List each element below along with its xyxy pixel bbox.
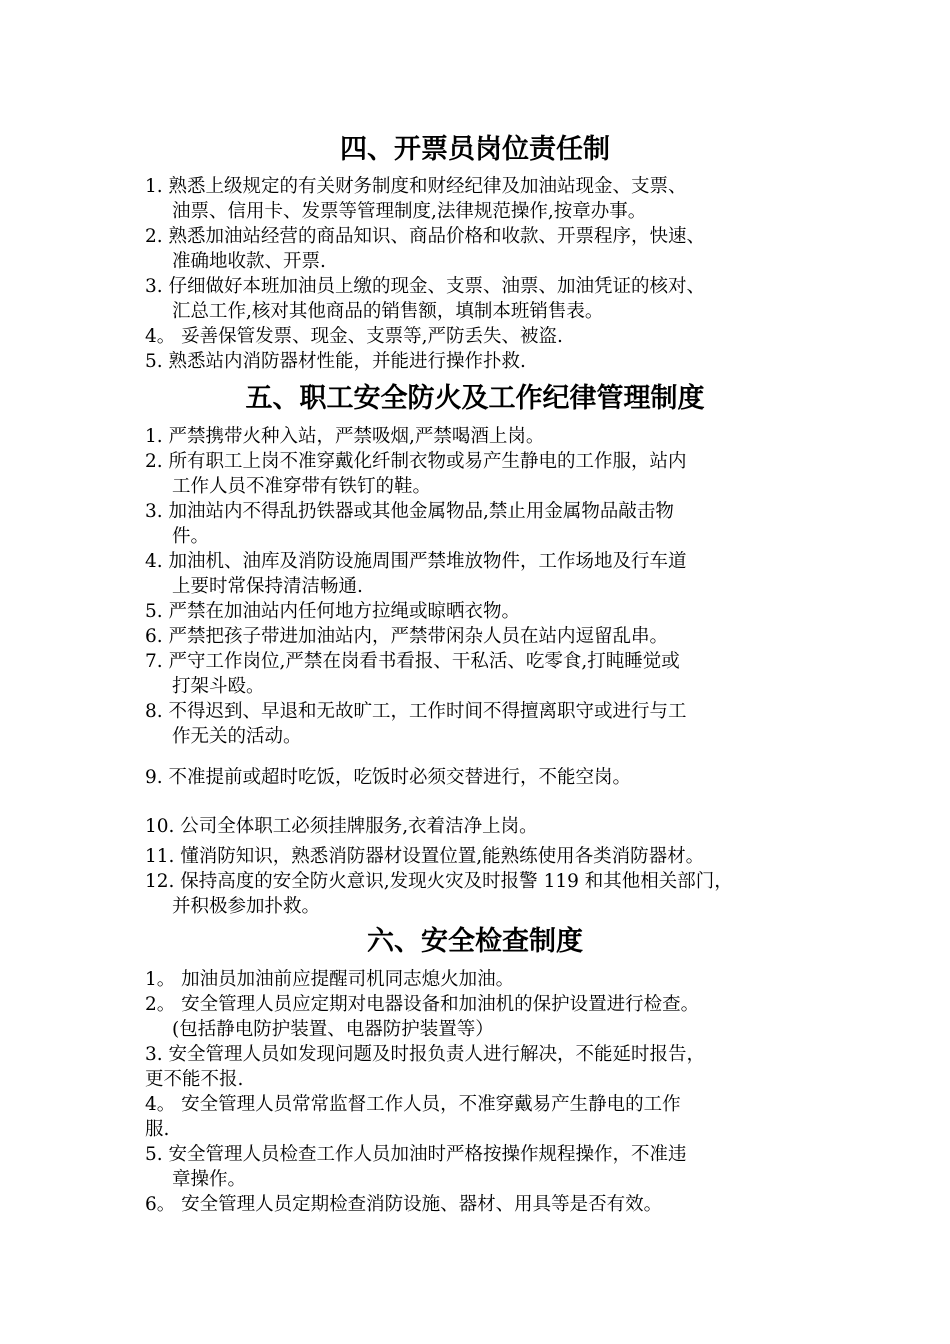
section-5-line: 9. 不准提前或超时吃饭，吃饭时必须交替进行，不能空岗。 — [145, 767, 632, 788]
section-5-line: 5. 严禁在加油站内任何地方拉绳或晾晒衣物。 — [145, 601, 521, 622]
section-4-line: 2. 熟悉加油站经营的商品知识、商品价格和收款、开票程序，快速、 — [145, 226, 706, 247]
section-5-line: 6. 严禁把孩子带进加油站内，严禁带闲杂人员在站内逗留乱串。 — [145, 626, 669, 647]
section-5-line: 作无关的活动。 — [172, 726, 302, 747]
section-5-line: 11. 懂消防知识，熟悉消防器材设置位置,能熟练使用各类消防器材。 — [145, 846, 705, 867]
section-4-line: 3. 仔细做好本班加油员上缴的现金、支票、油票、加油凭证的核对、 — [145, 276, 706, 297]
section-6-line: 1。 加油员加油前应提醒司机同志熄火加油。 — [145, 969, 515, 990]
section-5-line: 工作人员不准穿带有铁钉的鞋。 — [172, 476, 432, 497]
section-6-line: 6。 安全管理人员定期检查消防设施、器材、用具等是否有效。 — [145, 1194, 663, 1215]
section-5-line: 并积极参加扑救。 — [172, 896, 321, 917]
section-6-line: 章操作。 — [172, 1169, 247, 1190]
section-5-line: 7. 严守工作岗位,严禁在岗看书看报、干私活、吃零食,打盹睡觉或 — [145, 651, 680, 672]
section-6-line: (包括静电防护装置、电器防护装置等） — [172, 1019, 494, 1040]
section-5-line: 打架斗殴。 — [172, 676, 265, 697]
section-4-line: 汇总工作,核对其他商品的销售额，填制本班销售表。 — [172, 301, 604, 322]
section-6-line: 服. — [145, 1119, 170, 1140]
section-5-line: 8. 不得迟到、早退和无故旷工，工作时间不得擅离职守或进行与工 — [145, 701, 687, 722]
section-6-line: 4。 安全管理人员常常监督工作人员，不准穿戴易产生静电的工作 — [145, 1094, 681, 1115]
section-6-line: 3. 安全管理人员如发现问题及时报负责人进行解决，不能延时报告， — [145, 1044, 706, 1065]
section-4-line: 油票、信用卡、发票等管理制度,法律规范操作,按章办事。 — [172, 201, 647, 222]
section-5-line: 上要时常保持清洁畅通. — [172, 576, 363, 597]
section-4-line: 4。 妥善保管发票、现金、支票等,严防丢失、被盗. — [145, 326, 563, 347]
section-5-line: 4. 加油机、油库及消防设施周围严禁堆放物件，工作场地及行车道 — [145, 551, 687, 572]
section-4-title: 四、开票员岗位责任制 — [340, 134, 610, 165]
section-6-line: 5. 安全管理人员检查工作人员加油时严格按操作规程操作，不准违 — [145, 1144, 687, 1165]
section-5-line: 2. 所有职工上岗不准穿戴化纤制衣物或易产生静电的工作服，站内 — [145, 451, 687, 472]
section-6-title: 六、安全检查制度 — [367, 926, 583, 957]
section-4-line: 1. 熟悉上级规定的有关财务制度和财经纪律及加油站现金、支票、 — [145, 176, 687, 197]
section-5-line: 10. 公司全体职工必须挂牌服务,衣着洁净上岗。 — [145, 816, 538, 837]
section-4-line: 准确地收款、开票. — [172, 251, 326, 272]
section-5-line: 3. 加油站内不得乱扔铁器或其他金属物品,禁止用金属物品敲击物 — [145, 501, 674, 522]
section-4-line: 5. 熟悉站内消防器材性能，并能进行操作扑救. — [145, 351, 526, 372]
section-5-line: 12. 保持高度的安全防火意识,发现火灾及时报警 119 和其他相关部门， — [145, 871, 733, 892]
section-5-title: 五、职工安全防火及工作纪律管理制度 — [245, 383, 705, 414]
section-5-line: 1. 严禁携带火种入站，严禁吸烟,严禁喝酒上岗。 — [145, 426, 545, 447]
section-5-line: 件。 — [172, 526, 210, 547]
section-6-line: 2。 安全管理人员应定期对电器设备和加油机的保护设置进行检查。 — [145, 994, 700, 1015]
section-6-line: 更不能不报. — [145, 1069, 244, 1090]
